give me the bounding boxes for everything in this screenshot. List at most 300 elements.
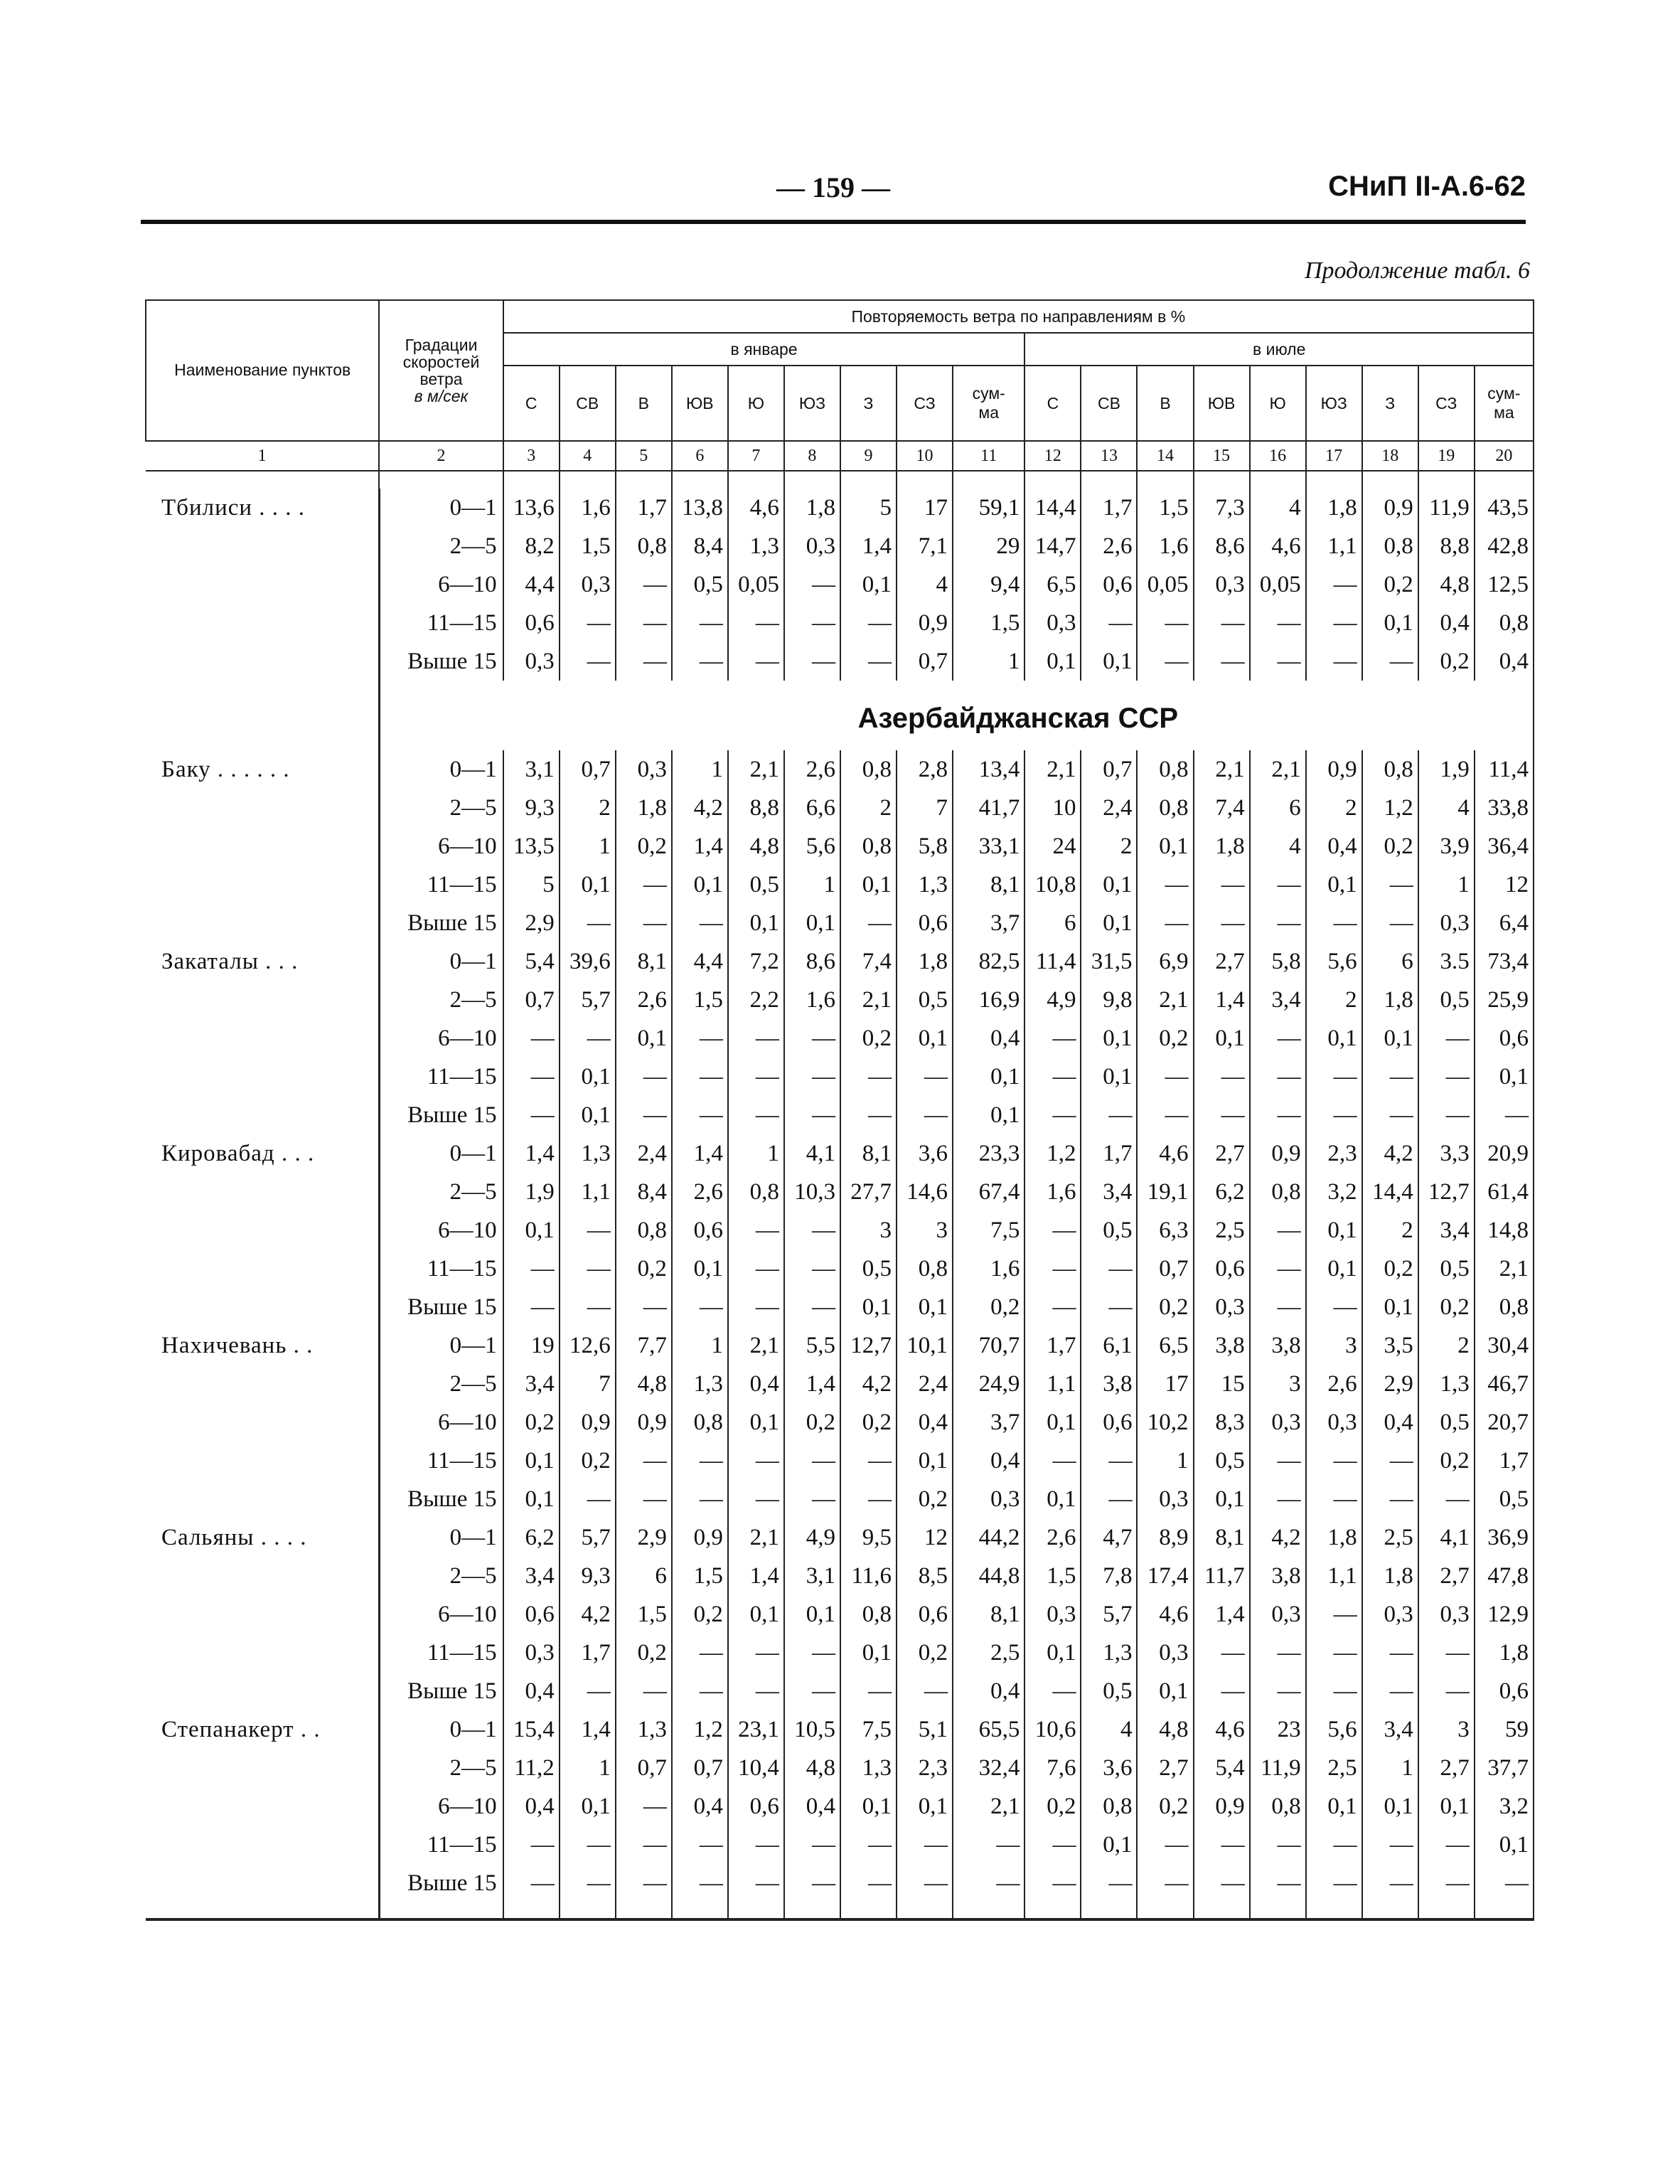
station-name-empty <box>146 981 379 1019</box>
table-row <box>146 1288 1534 1326</box>
table-cell: 0,1 <box>728 904 784 942</box>
table-cell: 3.5 <box>1418 942 1475 981</box>
table-cell: 0,3 <box>784 527 840 565</box>
table-cell: 4,2 <box>840 1365 897 1403</box>
column-number: 9 <box>840 441 897 471</box>
station-name-empty <box>146 1672 379 1710</box>
table-cell: — <box>1081 1442 1137 1480</box>
table-cell: 0,2 <box>840 1403 897 1442</box>
table-cell: — <box>560 1826 616 1864</box>
table-cell: 0,2 <box>897 1634 953 1672</box>
table-cell: — <box>616 642 672 681</box>
table-cell: — <box>616 1442 672 1480</box>
station-name-empty <box>146 904 379 942</box>
table-cell: — <box>784 1250 840 1288</box>
table-cell: 1,8 <box>1475 1634 1534 1672</box>
table-cell: 1,4 <box>1194 1595 1250 1634</box>
table-cell: 8,5 <box>897 1557 953 1595</box>
table-cell: — <box>1250 1096 1306 1134</box>
table-cell: 2,1 <box>728 1518 784 1557</box>
table-cell: 7,1 <box>897 527 953 565</box>
table-cell: 2,1 <box>728 750 784 789</box>
table-cell: 10 <box>1024 789 1081 827</box>
station-name-empty <box>146 1480 379 1518</box>
table-cell: — <box>1024 1864 1081 1902</box>
table-cell: 61,4 <box>1475 1173 1534 1211</box>
table-cell: 1,9 <box>503 1173 560 1211</box>
table-cell: 39,6 <box>560 942 616 981</box>
table-cell: 1,6 <box>1137 527 1193 565</box>
table-cell: 10,6 <box>1024 1710 1081 1749</box>
table-cell: 23 <box>1250 1710 1306 1749</box>
table-cell: — <box>1250 1672 1306 1710</box>
table-cell: 0,1 <box>897 1019 953 1058</box>
table-cell: 4,8 <box>728 827 784 865</box>
table-cell: 29 <box>953 527 1024 565</box>
table-cell: — <box>1250 642 1306 681</box>
table-cell: — <box>784 1826 840 1864</box>
table-cell: 6,1 <box>1081 1326 1137 1365</box>
table-cell: 4 <box>1250 489 1306 527</box>
table-cell: 3,4 <box>1250 981 1306 1019</box>
table-cell: 0,3 <box>616 750 672 789</box>
table-cell: 3,4 <box>503 1557 560 1595</box>
table-cell: 4,9 <box>784 1518 840 1557</box>
table-cell: — <box>503 1864 560 1902</box>
table-cell: — <box>1194 642 1250 681</box>
column-number: 16 <box>1250 441 1306 471</box>
table-cell: 9,8 <box>1081 981 1137 1019</box>
table-cell: 0,3 <box>1250 1595 1306 1634</box>
table-cell: 3,7 <box>953 904 1024 942</box>
column-header-direction: ЮЗ <box>1306 366 1362 441</box>
table-cell: 8,1 <box>953 865 1024 904</box>
table-row <box>146 789 1534 827</box>
speed-grade: Выше 15 <box>379 1288 503 1326</box>
speed-grade: 2—5 <box>379 1173 503 1211</box>
speed-grade: 0—1 <box>379 1710 503 1749</box>
table-cell: 14,7 <box>1024 527 1081 565</box>
table-cell: 0,1 <box>672 865 728 904</box>
table-cell: 1,5 <box>672 1557 728 1595</box>
table-cell: — <box>728 642 784 681</box>
table-cell: 20,7 <box>1475 1403 1534 1442</box>
table-cell: 44,2 <box>953 1518 1024 1557</box>
table-cell: 1,7 <box>1024 1326 1081 1365</box>
table-cell: 0,2 <box>840 1019 897 1058</box>
column-number: 3 <box>503 441 560 471</box>
table-cell: 0,4 <box>784 1787 840 1826</box>
table-cell: 0,1 <box>1024 1480 1081 1518</box>
table-cell: 0,1 <box>560 1096 616 1134</box>
table-cell: 11,4 <box>1024 942 1081 981</box>
table-row <box>146 1326 1534 1365</box>
table-cell: — <box>1306 1595 1362 1634</box>
table-cell: — <box>1250 1250 1306 1288</box>
table-cell: 1 <box>560 827 616 865</box>
table-cell: 0,3 <box>1137 1634 1193 1672</box>
table-cell: 7 <box>897 789 953 827</box>
table-cell: 59 <box>1475 1710 1534 1749</box>
table-cell: 14,4 <box>1362 1173 1418 1211</box>
table-row <box>146 1211 1534 1250</box>
table-cell: — <box>672 1634 728 1672</box>
table-cell: — <box>672 1672 728 1710</box>
table-cell: 0,3 <box>1250 1403 1306 1442</box>
table-cell: 1,4 <box>840 527 897 565</box>
table-cell: 13,6 <box>503 489 560 527</box>
table-cell: 0,5 <box>1194 1442 1250 1480</box>
table-cell: 5,1 <box>897 1710 953 1749</box>
table-cell: 11,9 <box>1250 1749 1306 1787</box>
table-cell: 0,1 <box>840 1787 897 1826</box>
table-cell: 14,8 <box>1475 1211 1534 1250</box>
table-cell: 0,1 <box>1362 1019 1418 1058</box>
table-cell: 3 <box>840 1211 897 1250</box>
table-cell: 1,1 <box>560 1173 616 1211</box>
column-header-direction: СЗ <box>897 366 953 441</box>
table-cell: 6 <box>1250 789 1306 827</box>
table-cell: — <box>1362 642 1418 681</box>
header-gap-row <box>146 471 1534 489</box>
speed-grade: 2—5 <box>379 1749 503 1787</box>
header-row-top <box>146 300 1534 333</box>
table-cell: 19 <box>503 1326 560 1365</box>
table-cell: 3,4 <box>1081 1173 1137 1211</box>
table-cell: 6 <box>616 1557 672 1595</box>
table-cell: — <box>728 1826 784 1864</box>
table-cell: — <box>1362 1480 1418 1518</box>
table-cell: 1,3 <box>560 1134 616 1173</box>
table-cell: 2,4 <box>616 1134 672 1173</box>
table-cell: 2 <box>1306 981 1362 1019</box>
station-name-empty <box>146 1442 379 1480</box>
table-cell: 1,3 <box>672 1365 728 1403</box>
table-cell: 1,3 <box>1081 1634 1137 1672</box>
table-cell: 0,8 <box>840 827 897 865</box>
table-row <box>146 1480 1534 1518</box>
table-cell: 7,3 <box>1194 489 1250 527</box>
table-cell: 8,6 <box>784 942 840 981</box>
table-cell: 0,3 <box>1137 1480 1193 1518</box>
table-cell: 0,3 <box>1362 1595 1418 1634</box>
table-cell: 0,2 <box>1137 1019 1193 1058</box>
table-cell: 7 <box>560 1365 616 1403</box>
table-cell: 0,1 <box>897 1288 953 1326</box>
speed-grade: 6—10 <box>379 827 503 865</box>
table-cell: 9,3 <box>503 789 560 827</box>
table-cell: 1,4 <box>728 1557 784 1595</box>
table-cell: 46,7 <box>1475 1365 1534 1403</box>
table-cell: — <box>728 1672 784 1710</box>
table-cell: 13,8 <box>672 489 728 527</box>
table-cell: — <box>1081 604 1137 642</box>
table-cell: — <box>784 642 840 681</box>
table-cell: 13,5 <box>503 827 560 865</box>
table-cell: 0,1 <box>1475 1826 1534 1864</box>
table-cell: 0,1 <box>784 1595 840 1634</box>
table-cell: 36,9 <box>1475 1518 1534 1557</box>
table-cell: 15 <box>1194 1365 1250 1403</box>
table-cell: 0,2 <box>560 1442 616 1480</box>
table-cell: 10,2 <box>1137 1403 1193 1442</box>
table-cell: 0,05 <box>728 565 784 604</box>
table-cell: — <box>784 604 840 642</box>
speed-grade: 11—15 <box>379 1250 503 1288</box>
table-cell: 4 <box>1081 1710 1137 1749</box>
column-header-direction: С <box>503 366 560 441</box>
station-name-empty <box>146 789 379 827</box>
table-cell: 3,8 <box>1250 1557 1306 1595</box>
table-cell: — <box>897 1096 953 1134</box>
table-cell: 10,4 <box>728 1749 784 1787</box>
column-number: 11 <box>953 441 1024 471</box>
table-cell: 0,8 <box>897 1250 953 1288</box>
table-cell: 0,6 <box>897 904 953 942</box>
table-cell: 0,1 <box>1024 1634 1081 1672</box>
table-cell: 0,4 <box>1475 642 1534 681</box>
table-cell: 5,8 <box>897 827 953 865</box>
table-cell: 0,8 <box>840 750 897 789</box>
column-header-direction: ЮВ <box>672 366 728 441</box>
table-cell: 1,8 <box>1194 827 1250 865</box>
table-cell: 1 <box>953 642 1024 681</box>
table-cell: 1,3 <box>616 1710 672 1749</box>
table-cell: — <box>560 1250 616 1288</box>
table-cell: 0,1 <box>560 1787 616 1826</box>
station-name-empty <box>146 604 379 642</box>
table-cell: 0,05 <box>1137 565 1193 604</box>
table-cell: 0,9 <box>672 1518 728 1557</box>
column-header-direction: С <box>1024 366 1081 441</box>
table-cell: 47,8 <box>1475 1557 1534 1595</box>
speed-grade: 11—15 <box>379 1058 503 1096</box>
table-cell: 8,4 <box>672 527 728 565</box>
station-name-empty <box>146 1096 379 1134</box>
table-cell: 4,6 <box>1250 527 1306 565</box>
table-cell: — <box>728 1288 784 1326</box>
table-cell: 1,1 <box>1306 527 1362 565</box>
table-cell: — <box>1024 1826 1081 1864</box>
table-cell: 0,1 <box>953 1096 1024 1134</box>
table-row <box>146 942 1534 981</box>
table-cell: — <box>728 1058 784 1096</box>
table-cell: 5,4 <box>503 942 560 981</box>
table-cell: 3,4 <box>1362 1710 1418 1749</box>
table-cell: — <box>1137 865 1193 904</box>
table-cell: — <box>1362 1826 1418 1864</box>
table-cell: 31,5 <box>1081 942 1137 981</box>
table-cell: 2,7 <box>1194 1134 1250 1173</box>
table-cell: — <box>1137 1864 1193 1902</box>
table-cell: 0,9 <box>1362 489 1418 527</box>
column-number-row <box>146 441 1534 471</box>
table-cell: 1 <box>672 1326 728 1365</box>
table-row <box>146 642 1534 681</box>
table-row <box>146 1134 1534 1173</box>
table-cell: 4 <box>897 565 953 604</box>
table-cell: — <box>503 1096 560 1134</box>
table-cell: 0,8 <box>1475 1288 1534 1326</box>
speed-grade: 2—5 <box>379 981 503 1019</box>
speed-grade: Выше 15 <box>379 642 503 681</box>
table-cell: 0,2 <box>953 1288 1024 1326</box>
table-cell: 7,2 <box>728 942 784 981</box>
table-cell: 0,1 <box>840 865 897 904</box>
table-cell: 0,4 <box>953 1019 1024 1058</box>
table-cell: 30,4 <box>1475 1326 1534 1365</box>
table-cell: — <box>1418 1019 1475 1058</box>
table-cell: 8,1 <box>953 1595 1024 1634</box>
speed-grade: 6—10 <box>379 1211 503 1250</box>
table-row <box>146 1173 1534 1211</box>
table-cell: 0,3 <box>560 565 616 604</box>
speed-grade: 2—5 <box>379 1557 503 1595</box>
table-cell: 1,5 <box>1024 1557 1081 1595</box>
table-cell: 0,3 <box>1024 604 1081 642</box>
table-row <box>146 827 1534 865</box>
table-cell: 7,4 <box>1194 789 1250 827</box>
table-cell: 0,8 <box>1250 1173 1306 1211</box>
table-cell: — <box>784 1019 840 1058</box>
table-cell: — <box>1306 1634 1362 1672</box>
table-cell: — <box>1194 1672 1250 1710</box>
table-cell: — <box>784 1864 840 1902</box>
table-cell: — <box>784 1442 840 1480</box>
table-cell: 2,5 <box>1362 1518 1418 1557</box>
table-cell: 2,7 <box>1418 1749 1475 1787</box>
table-cell: 15,4 <box>503 1710 560 1749</box>
table-cell: 0,1 <box>728 1403 784 1442</box>
table-cell: 7,4 <box>840 942 897 981</box>
table-cell: 0,4 <box>728 1365 784 1403</box>
table-cell: — <box>1250 1211 1306 1250</box>
column-header-direction: Ю <box>728 366 784 441</box>
table-cell: 82,5 <box>953 942 1024 981</box>
table-cell: — <box>840 1442 897 1480</box>
table-cell: — <box>1250 1058 1306 1096</box>
table-cell: — <box>503 1288 560 1326</box>
table-cell: — <box>1306 1288 1362 1326</box>
station-name-empty <box>146 1250 379 1288</box>
table-cell: 0,9 <box>897 604 953 642</box>
table-row <box>146 1403 1534 1442</box>
table-cell: 5 <box>840 489 897 527</box>
table-row <box>146 1096 1534 1134</box>
table-cell: 8,2 <box>503 527 560 565</box>
table-cell: 2,1 <box>953 1787 1024 1826</box>
table-cell: 0,6 <box>1081 565 1137 604</box>
table-cell: — <box>1081 1480 1137 1518</box>
table-cell: 0,5 <box>1418 1250 1475 1288</box>
table-cell: 2,6 <box>672 1173 728 1211</box>
table-cell: 0,3 <box>1418 1595 1475 1634</box>
table-cell: 0,5 <box>1418 981 1475 1019</box>
table-cell: — <box>1250 1288 1306 1326</box>
station-name-empty <box>146 1019 379 1058</box>
table-cell: — <box>560 642 616 681</box>
table-cell: 8,3 <box>1194 1403 1250 1442</box>
table-cell: 0,1 <box>897 1442 953 1480</box>
table-cell: 1,4 <box>1194 981 1250 1019</box>
table-cell: 4,8 <box>1418 565 1475 604</box>
table-cell: — <box>1081 1864 1137 1902</box>
table-cell: 42,8 <box>1475 527 1534 565</box>
station-name-empty <box>146 1173 379 1211</box>
table-cell: 4 <box>1418 789 1475 827</box>
column-header-direction: ЮВ <box>1194 366 1250 441</box>
table-cell: — <box>728 1480 784 1518</box>
table-cell: — <box>672 1019 728 1058</box>
table-cell: 4,8 <box>616 1365 672 1403</box>
column-header-direction: З <box>1362 366 1418 441</box>
column-number: 10 <box>897 441 953 471</box>
station-name-empty <box>146 1403 379 1442</box>
station-name: Тбилиси . . . . <box>161 494 306 521</box>
table-cell: 1,9 <box>1418 750 1475 789</box>
table-cell: 20,9 <box>1475 1134 1534 1173</box>
table-cell: 37,7 <box>1475 1749 1534 1787</box>
table-cell: — <box>728 1211 784 1250</box>
table-cell: 1,5 <box>953 604 1024 642</box>
column-number: 14 <box>1137 441 1193 471</box>
table-cell: 0,8 <box>616 527 672 565</box>
table-cell: 0,4 <box>897 1403 953 1442</box>
table-cell: 6,3 <box>1137 1211 1193 1250</box>
table-cell: — <box>897 1058 953 1096</box>
table-row <box>146 750 1534 789</box>
table-cell: — <box>1306 1442 1362 1480</box>
station-name-empty <box>146 1058 379 1096</box>
table-cell: — <box>1194 1826 1250 1864</box>
table-cell: — <box>503 1250 560 1288</box>
table-cell: 2,1 <box>728 1326 784 1365</box>
column-number: 6 <box>672 441 728 471</box>
table-cell: 2,1 <box>1194 750 1250 789</box>
table-cell: — <box>1250 1634 1306 1672</box>
table-cell: — <box>503 1826 560 1864</box>
table-cell: 67,4 <box>953 1173 1024 1211</box>
table-cell: — <box>1024 1250 1081 1288</box>
table-cell: 0,9 <box>1306 750 1362 789</box>
table-cell: 5,6 <box>1306 1710 1362 1749</box>
table-cell: 2,5 <box>1194 1211 1250 1250</box>
table-cell: 3,3 <box>1418 1134 1475 1173</box>
speed-grade: 11—15 <box>379 1826 503 1864</box>
table-cell: 2,4 <box>1081 789 1137 827</box>
table-cell: 1,8 <box>1306 1518 1362 1557</box>
table-cell: — <box>672 1058 728 1096</box>
speed-grade: 0—1 <box>379 489 503 527</box>
table-cell: 7,7 <box>616 1326 672 1365</box>
table-cell: 12,9 <box>1475 1595 1534 1634</box>
table-cell: 0,5 <box>728 865 784 904</box>
table-cell: 0,6 <box>672 1211 728 1250</box>
speed-grade: 6—10 <box>379 565 503 604</box>
table-cell: 14,4 <box>1024 489 1081 527</box>
station-name-empty <box>146 565 379 604</box>
table-cell: 0,5 <box>1081 1672 1137 1710</box>
table-cell: 0,7 <box>560 750 616 789</box>
table-cell: — <box>728 1634 784 1672</box>
station-name-empty <box>146 1864 379 1902</box>
table-cell: 4,8 <box>1137 1710 1193 1749</box>
table-cell: 2,6 <box>616 981 672 1019</box>
table-cell: 1 <box>1362 1749 1418 1787</box>
table-cell: 0,3 <box>953 1480 1024 1518</box>
table-cell: 7,6 <box>1024 1749 1081 1787</box>
table-cell: — <box>1024 1442 1081 1480</box>
